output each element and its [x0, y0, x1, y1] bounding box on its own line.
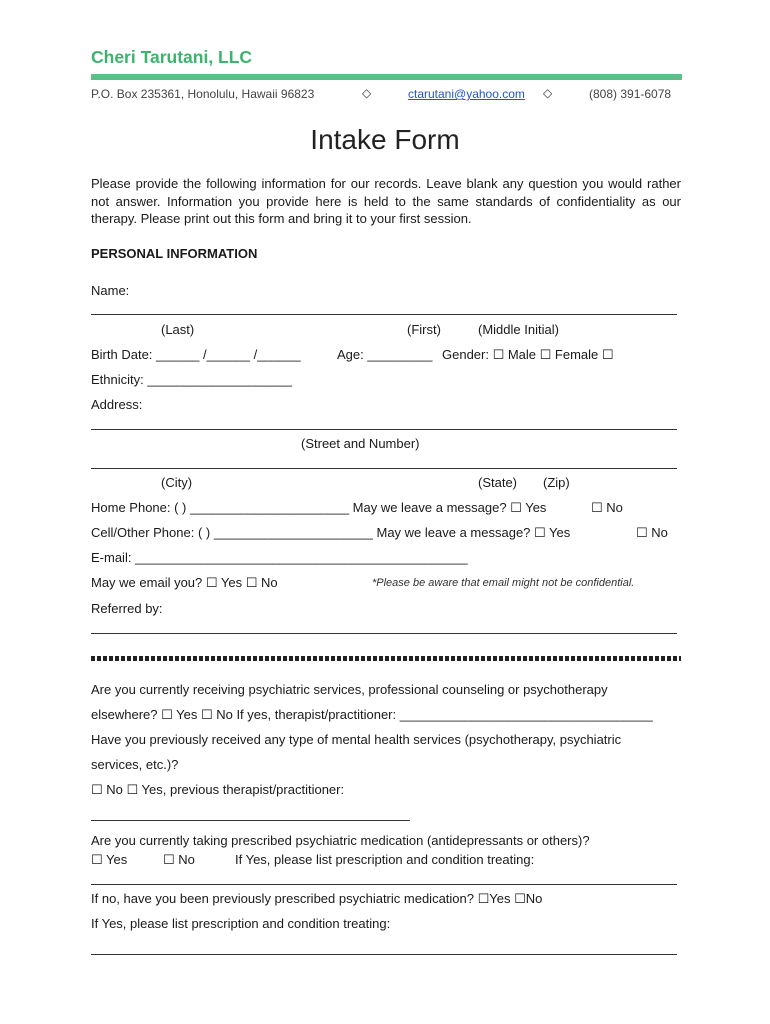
cell-phone-no-checkbox[interactable]: ☐ No: [636, 525, 668, 540]
section-heading-personal: PERSONAL INFORMATION: [91, 246, 258, 261]
home-phone-field[interactable]: Home Phone: ( ) ______________________ May we leave a message? ☐ Yes: [91, 500, 547, 515]
company-name: Cheri Tarutani, LLC: [91, 47, 253, 67]
current-services-answer[interactable]: elsewhere? ☐ Yes ☐ No If yes, therapist/practitioner: ___________________________________: [91, 707, 653, 722]
age-field[interactable]: Age: _________: [337, 347, 433, 362]
referred-by-field[interactable]: [91, 633, 677, 634]
page-title: Intake Form: [310, 124, 460, 155]
previous-services-answer[interactable]: ☐ No ☐ Yes, previous therapist/practitioner:: [91, 782, 345, 797]
question-current-services: Are you currently receiving psychiatric services, professional counseling or psychotherapy: [91, 682, 608, 697]
brand-divider: [91, 74, 682, 80]
separator-diamond-icon: ◇: [543, 86, 553, 100]
street-caption: (Street and Number): [301, 436, 420, 451]
email-field[interactable]: E-mail: ______________________________________________: [91, 550, 468, 565]
previous-medication-list-label: If Yes, please list prescription and condition treating:: [91, 916, 391, 931]
name-label: Name:: [91, 283, 130, 298]
previous-medication-question[interactable]: If no, have you been previously prescribed psychiatric medication? ☐Yes ☐No: [91, 891, 543, 906]
city-caption: (City): [161, 475, 193, 490]
intro-paragraph: Please provide the following information for our records. Leave blank any question you would rather not answer. Information you provide here is held to the same standards of confidentiality as our therapy. Please print out this form and bring it to your first session.: [91, 176, 681, 226]
ethnicity-field[interactable]: Ethnicity: ____________________: [91, 372, 292, 387]
gender-checkboxes[interactable]: Gender: ☐ Male ☐ Female ☐: [442, 347, 614, 362]
middle-initial-caption: (Middle Initial): [478, 322, 559, 337]
company-phone: (808) 391-6078: [589, 87, 672, 101]
company-address: P.O. Box 235361, Honolulu, Hawaii 96823: [91, 87, 315, 101]
dotted-section-divider: [91, 656, 681, 661]
email-link[interactable]: ctarutani@yahoo.com: [408, 87, 525, 101]
city-state-zip-field[interactable]: [91, 468, 677, 469]
current-medication-list-label: If Yes, please list prescription and condition treating:: [235, 852, 535, 867]
current-medication-no-checkbox[interactable]: ☐ No: [163, 852, 195, 867]
zip-caption: (Zip): [543, 475, 570, 490]
email-consent-checkboxes[interactable]: May we email you? ☐ Yes ☐ No: [91, 575, 278, 590]
previous-therapist-field[interactable]: [91, 820, 410, 821]
state-caption: (State): [478, 475, 518, 490]
address-label: Address:: [91, 397, 143, 412]
name-field[interactable]: [91, 314, 677, 315]
email-confidentiality-note: *Please be aware that email might not be confidential.: [372, 577, 635, 589]
question-current-medication: Are you currently taking prescribed psychiatric medication (antidepressants or others)?: [91, 833, 590, 848]
current-medication-yes-checkbox[interactable]: ☐ Yes: [91, 852, 128, 867]
cell-phone-field[interactable]: Cell/Other Phone: ( ) ______________________ May we leave a message? ☐ Yes: [91, 525, 571, 540]
question-previous-services-cont: services, etc.)?: [91, 757, 179, 772]
question-previous-services: Have you previously received any type of mental health services (psychotherapy, psychiatric: [91, 732, 622, 747]
home-phone-no-checkbox[interactable]: ☐ No: [591, 500, 623, 515]
separator-diamond-icon: ◇: [362, 86, 372, 100]
referred-by-label: Referred by:: [91, 601, 163, 616]
last-name-caption: (Last): [161, 322, 195, 337]
first-name-caption: (First): [407, 322, 441, 337]
birth-date-field[interactable]: Birth Date: ______ /______ /______: [91, 347, 301, 362]
previous-medication-field[interactable]: [91, 954, 677, 955]
street-field[interactable]: [91, 429, 677, 430]
current-medication-field[interactable]: [91, 884, 677, 885]
